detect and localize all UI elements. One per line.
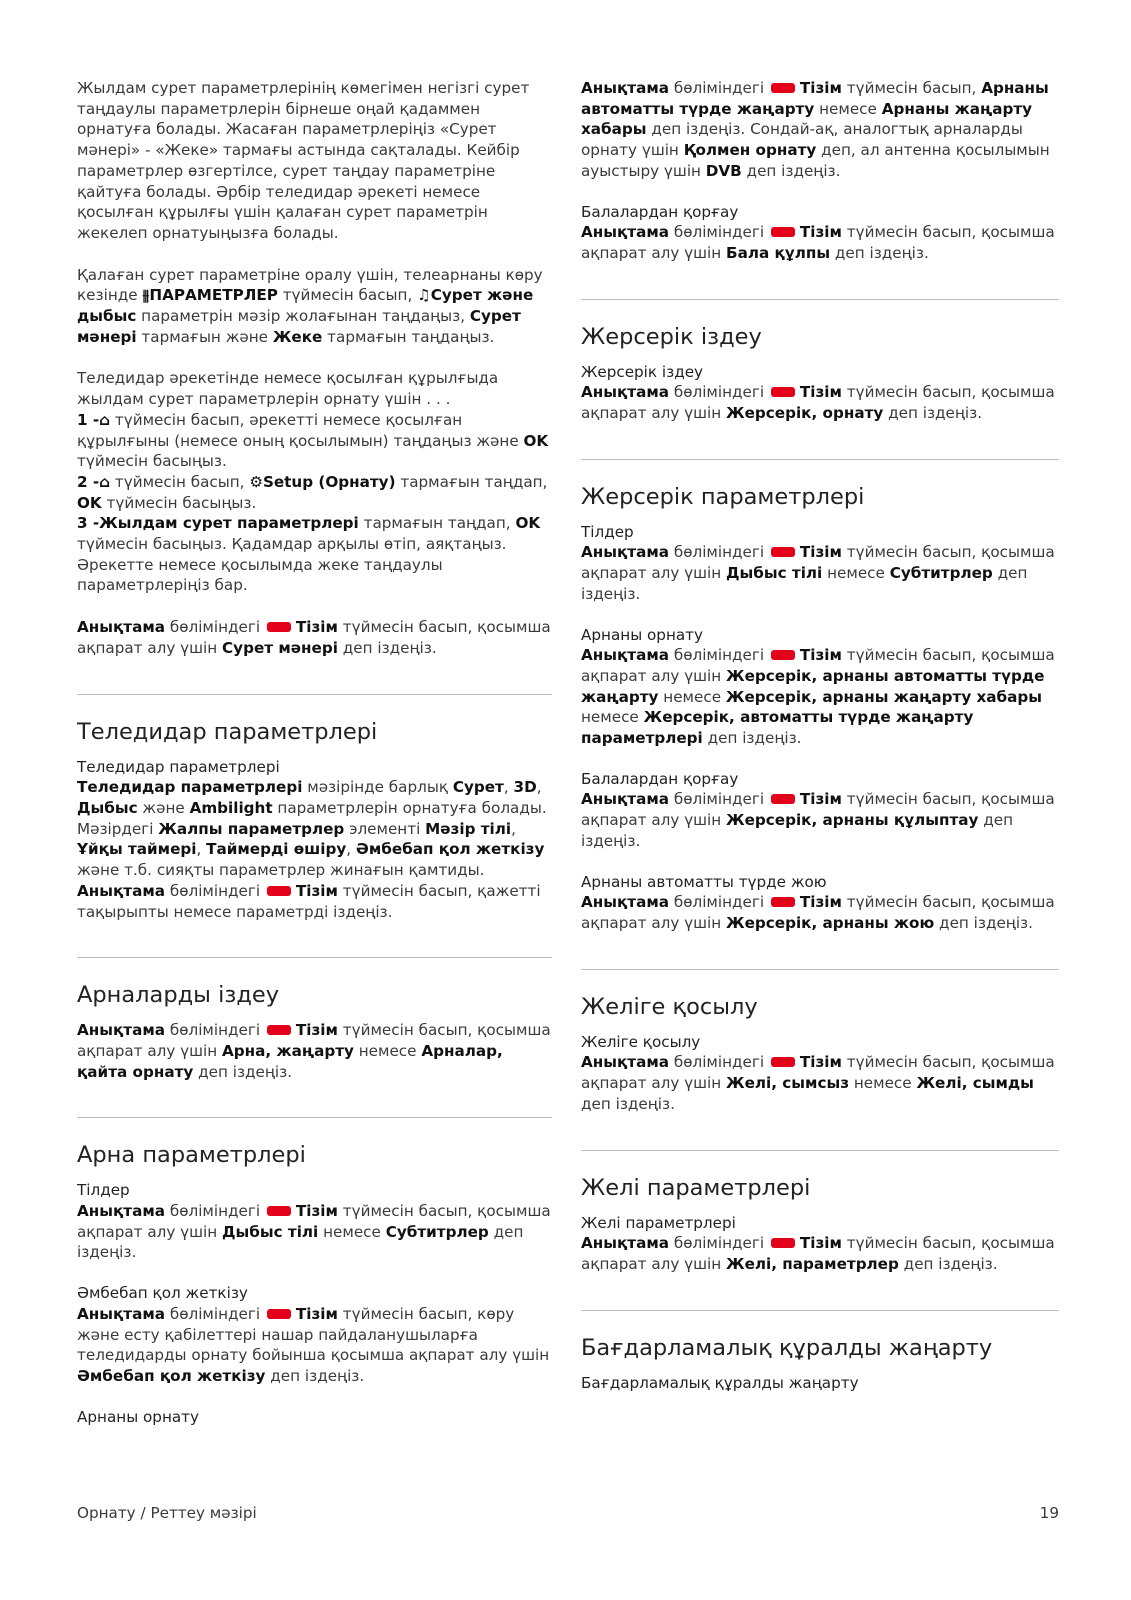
- text: түймесін басып, қосымша ақпарат алу үшін: [581, 893, 1055, 932]
- ok-label: OK: [523, 431, 549, 450]
- subheading: Балалардан қорғау: [581, 202, 739, 221]
- text: деп, ал антенна қосылымын ауыстыру үшін: [581, 141, 1050, 180]
- list-label: Тізім: [799, 1053, 842, 1072]
- subheading: Жерсерік іздеу: [581, 362, 704, 381]
- subheading: Желіге қосылу: [581, 1032, 701, 1051]
- text: ,: [346, 840, 356, 859]
- term: Сурет: [452, 778, 504, 797]
- text: параметрлерін орнатуға болады. Мәзірдегі: [77, 798, 547, 838]
- help-label: Анықтама: [581, 893, 670, 912]
- subheading: Балалардан қорғау: [581, 769, 739, 788]
- search-term: Жерсерік, автоматты түрде жаңарту параметрлері: [581, 708, 974, 748]
- list-label: Тізім: [295, 1202, 338, 1221]
- text: тармағын таңдаңыз.: [322, 327, 495, 346]
- text: түймесін басып, қосымша ақпарат алу үшін: [77, 1202, 551, 1241]
- red-button-icon: [771, 1057, 795, 1067]
- text: түймесін басып,: [110, 472, 250, 491]
- help-reference: [581, 222, 1059, 263]
- list-label: Тізім: [799, 646, 842, 665]
- text: немесе: [849, 1074, 917, 1093]
- help-label: Анықтама: [77, 1202, 166, 1221]
- text: ,: [511, 819, 516, 838]
- subheading: Теледидар параметрлері: [77, 757, 280, 776]
- text: деп іздеңіз.: [581, 1094, 675, 1113]
- help-label: Анықтама: [581, 790, 670, 809]
- search-term: Сурет мәнері: [222, 638, 338, 657]
- list-label: Тізім: [295, 618, 338, 637]
- text: деп іздеңіз.: [337, 638, 437, 657]
- text: түймесін басып, қосымша ақпарат алу үшін: [581, 223, 1055, 262]
- help-label: Анықтама: [77, 618, 166, 637]
- text: немесе: [658, 687, 726, 706]
- page-number: 19: [1039, 1504, 1059, 1522]
- text: тармағын және: [136, 327, 273, 346]
- text: түймесін басып,: [841, 79, 982, 97]
- text: деп іздеңіз.: [702, 729, 802, 748]
- section-heading-satellite-settings: Жерсерік параметрлері: [581, 483, 865, 510]
- subheading: Бағдарламалық құралды жаңарту: [581, 1373, 859, 1392]
- help-label: Анықтама: [581, 543, 670, 562]
- search-term: Арнаны жаңарту хабары: [581, 99, 1033, 139]
- text: түймесін басып, қосымша ақпарат алу үшін: [77, 618, 551, 657]
- text: деп іздеңіз.: [898, 1254, 998, 1273]
- text: түймесін басып, қосымша ақпарат алу үшін: [581, 790, 1055, 830]
- search-term: Субтитрлер: [385, 1222, 489, 1241]
- help-label: Анықтама: [581, 646, 670, 665]
- section-heading-tv-settings: Теледидар параметрлері: [77, 718, 378, 745]
- text: деп іздеңіз.: [193, 1062, 293, 1081]
- text: деп іздеңіз.: [581, 564, 1028, 603]
- text: ,: [536, 778, 542, 797]
- text: бөліміндегі: [165, 1021, 265, 1040]
- help-label: Анықтама: [581, 1053, 670, 1072]
- red-button-icon: [771, 897, 795, 907]
- text: және: [137, 798, 190, 817]
- help-reference: [581, 382, 1059, 423]
- text: түймесін басып, қажетті тақырыпты немесе параметрді іздеңіз.: [77, 881, 541, 921]
- subheading: Арнаны орнату: [581, 625, 704, 644]
- text: тармағын таңдап,: [358, 514, 516, 533]
- help-label: Анықтама: [77, 1021, 166, 1040]
- help-label: Анықтама: [581, 223, 670, 242]
- step-number: 1 -: [77, 410, 100, 429]
- text: элементі: [344, 819, 426, 838]
- text: бөліміндегі: [165, 1304, 265, 1323]
- term: Мәзір тілі: [425, 819, 512, 838]
- term: Таймерді өшіру: [206, 840, 347, 859]
- text: түймесін басыңыз.: [101, 493, 257, 512]
- text: ,: [196, 840, 207, 859]
- section-heading-satellite-search: Жерсерік іздеу: [581, 323, 762, 350]
- search-term: Жерсерік, арнаны жою: [726, 913, 935, 932]
- intro-paragraph: Жылдам сурет параметрлерінің көмегімен негізгі сурет таңдаулы параметрлерін бірнеше оңай қадаммен орнатуға болады. Жасаған параметрлеріңіз «Сурет мәнері» - «Жеке» тармағы астында сақталады. Кейбір параметрлер өзгертілсе, сурет таңдау параметріне қайтуға болады. Әрбір теледидар әрекеті немесе қосылған құрылғы үшін қалаған сурет параметрін жекелеп орнатуыңызға болады.: [77, 79, 530, 242]
- search-term: Арналар, қайта орнату: [77, 1041, 503, 1081]
- search-term: Қолмен орнату: [683, 141, 817, 160]
- step-number: 3 -: [77, 514, 100, 533]
- search-term: Желі, сымды: [916, 1074, 1034, 1093]
- ok-label: OK: [77, 493, 102, 512]
- text: түймесін басып, қосымша ақпарат алу үшін: [77, 1021, 551, 1060]
- help-reference: [581, 1052, 1059, 1114]
- intro-return-paragraph: [77, 265, 552, 348]
- search-term: DVB: [705, 161, 742, 180]
- text: бөліміндегі: [669, 543, 769, 562]
- help-reference: [581, 892, 1059, 933]
- red-button-icon: [771, 547, 795, 557]
- red-button-icon: [771, 1238, 795, 1248]
- search-term: Дыбыс тілі: [222, 1222, 319, 1241]
- text: түймесін басып, қосымша ақпарат алу үшін: [581, 383, 1055, 423]
- text: бөліміндегі: [669, 79, 769, 97]
- text: түймесін басыңыз.: [77, 452, 227, 471]
- text: деп іздеңіз. Сондай-ақ, аналогтық арналарды орнату үшін: [581, 120, 1023, 160]
- text: деп іздеңіз.: [883, 404, 983, 423]
- red-button-icon: [771, 650, 795, 660]
- footer-section-title: Орнату / Реттеу мәзірі: [77, 1504, 257, 1522]
- step-3: [77, 513, 552, 596]
- text: немесе: [822, 564, 890, 583]
- text: бөліміндегі: [669, 893, 769, 912]
- text: тармағын таңдап,: [395, 472, 548, 491]
- setup-label: Setup (Орнату): [262, 472, 396, 491]
- picture-style-label: Сурет мәнері: [77, 307, 521, 346]
- text: және т.б. сияқты параметрлер жинағын қамтиды.: [77, 861, 485, 880]
- home-icon: ⌂︎: [99, 410, 111, 429]
- help-label: Анықтама: [77, 1304, 166, 1323]
- text: түймесін басып, қосымша ақпарат алу үшін: [581, 1053, 1055, 1093]
- quick-picture-settings-label: Жылдам сурет параметрлері: [99, 514, 359, 533]
- text: бөліміндегі: [669, 646, 769, 665]
- red-button-icon: [771, 387, 795, 397]
- list-label: Тізім: [295, 1304, 338, 1323]
- term: Теледидар параметрлері: [77, 778, 303, 797]
- help-reference: [581, 78, 1059, 182]
- text: деп іздеңіз.: [265, 1366, 365, 1385]
- list-label: Тізім: [799, 790, 842, 809]
- list-label: Тізім: [799, 543, 842, 562]
- text: түймесін басып, көру және есту қабілеттері нашар пайдаланушыларға теледидарды орнату бойынша қосымша ақпарат алу үшін: [77, 1304, 550, 1365]
- term: Жалпы параметрлер: [158, 819, 345, 838]
- gear-icon: ⚙︎: [249, 472, 263, 491]
- red-button-icon: [267, 1309, 291, 1319]
- text: түймесін басып, қосымша ақпарат алу үшін: [581, 646, 1055, 685]
- term: Әмбебап қол жеткізу: [355, 840, 545, 859]
- search-term: Желі, параметрлер: [726, 1254, 899, 1273]
- text: бөліміндегі: [165, 881, 265, 900]
- subheading: Арнаны автоматты түрде жою: [581, 872, 827, 891]
- red-button-icon: [771, 227, 795, 237]
- left-column: [77, 78, 552, 1427]
- subheading: Арнаны орнату: [77, 1407, 200, 1426]
- options-icon: ⫵︎: [142, 286, 150, 305]
- text: түймесін басып, қосымша ақпарат алу үшін: [581, 543, 1055, 583]
- help-label: Анықтама: [581, 1234, 670, 1253]
- red-button-icon: [771, 794, 795, 804]
- picture-sound-label: Сурет және дыбыс: [77, 286, 534, 326]
- text: мәзірінде барлық: [302, 778, 453, 797]
- search-term: Жерсерік, орнату: [726, 404, 884, 423]
- home-icon: ⌂︎: [99, 472, 111, 491]
- ok-label: OK: [515, 514, 541, 533]
- text: түймесін басып,: [277, 286, 418, 305]
- text: бөліміндегі: [669, 1053, 769, 1072]
- search-term: Субтитрлер: [889, 564, 993, 583]
- text: бөліміндегі: [669, 1234, 769, 1253]
- text: түймесін басып, әрекетті немесе қосылған құрылғыны (немесе оның қосылымын) таңдаңыз және: [77, 410, 524, 450]
- text: түймесін басыңыз. Қадамдар арқылы өтіп, аяқтаңыз. Әрекетте немесе қосылымда жеке таңдаулы параметрлеріңіз бар.: [77, 535, 507, 595]
- help-reference: [581, 542, 1059, 604]
- subheading: Әмбебап қол жеткізу: [77, 1284, 248, 1303]
- term: 3D: [513, 778, 537, 797]
- tv-settings-paragraph: [77, 777, 552, 881]
- step-number: 2 -: [77, 472, 100, 491]
- help-reference: [77, 617, 552, 658]
- text: деп іздеңіз.: [830, 243, 929, 262]
- list-label: Тізім: [799, 1234, 842, 1253]
- search-term: Жерсерік, арнаны жаңарту хабары: [725, 687, 1043, 706]
- text: деп іздеңіз.: [934, 913, 1033, 932]
- right-column: [581, 78, 1059, 1393]
- text: немесе: [353, 1041, 422, 1060]
- step-2: [77, 472, 552, 513]
- search-term: Әмбебап қол жеткізу: [77, 1366, 266, 1385]
- text: бөліміндегі: [669, 383, 769, 402]
- help-label: Анықтама: [77, 881, 166, 900]
- text: немесе: [318, 1222, 386, 1241]
- list-label: Тізім: [799, 223, 842, 242]
- help-reference: [77, 881, 552, 922]
- text: деп іздеңіз.: [77, 1222, 524, 1262]
- text: деп іздеңіз.: [741, 161, 841, 180]
- search-term: Желі, сымсыз: [726, 1074, 850, 1093]
- list-label: Тізім: [295, 1021, 338, 1040]
- picture-sound-icon: ♫︎: [417, 286, 431, 305]
- help-label: Анықтама: [581, 79, 670, 97]
- text: Қалаған сурет параметріне оралу үшін, телеарнаны көру кезінде: [77, 265, 543, 305]
- red-button-icon: [267, 886, 291, 896]
- search-term: Арнаны автоматты түрде жаңарту: [581, 79, 1049, 118]
- red-button-icon: [267, 622, 291, 632]
- text: бөліміндегі: [669, 790, 769, 809]
- text: түймесін басып, қосымша ақпарат алу үшін: [581, 1234, 1055, 1273]
- term: Дыбыс: [77, 798, 138, 817]
- text: немесе: [814, 99, 882, 118]
- search-term: Арна, жаңарту: [222, 1041, 354, 1060]
- help-reference: [77, 1304, 552, 1387]
- help-reference: [581, 645, 1059, 749]
- text: деп іздеңіз.: [581, 811, 1014, 850]
- text: немесе: [581, 708, 644, 727]
- section-heading-channel-search: Арналарды іздеу: [77, 982, 280, 1009]
- text: бөліміндегі: [669, 223, 769, 242]
- term: Ұйқы таймері: [77, 840, 197, 859]
- search-term: Жерсерік, арнаны автоматты түрде жаңарту: [581, 666, 1045, 706]
- search-term: Жерсерік, арнаны құлыптау: [726, 811, 979, 830]
- section-heading-software-update: Бағдарламалық құралды жаңарту: [581, 1334, 993, 1361]
- personal-label: Жеке: [272, 327, 323, 346]
- subheading: Тілдер: [581, 522, 634, 541]
- list-label: Тізім: [799, 383, 842, 402]
- red-button-icon: [267, 1025, 291, 1035]
- help-reference: [581, 789, 1059, 851]
- help-reference: [77, 1020, 552, 1082]
- options-label: ПАРАМЕТРЛЕР: [149, 286, 278, 305]
- section-heading-network-connection: Желіге қосылу: [581, 993, 758, 1020]
- list-label: Тізім: [295, 881, 338, 900]
- steps-intro: Теледидар әрекетінде немесе қосылған құрылғыда жылдам сурет параметрлерін орнату үшін . . .: [77, 369, 499, 409]
- red-button-icon: [267, 1206, 291, 1216]
- help-reference: [77, 1201, 552, 1263]
- text: бөліміндегі: [165, 1202, 265, 1221]
- help-label: Анықтама: [581, 383, 670, 402]
- red-button-icon: [771, 83, 795, 93]
- list-label: Тізім: [799, 893, 842, 912]
- subheading: Желі параметрлері: [581, 1213, 736, 1232]
- section-heading-channel-settings: Арна параметрлері: [77, 1142, 306, 1169]
- text: бөліміндегі: [165, 618, 265, 637]
- text: ,: [503, 778, 514, 797]
- section-heading-network-settings: Желі параметрлері: [581, 1174, 811, 1201]
- help-reference: [581, 1233, 1059, 1274]
- term: Ambilight: [189, 798, 273, 817]
- search-term: Бала құлпы: [726, 243, 831, 262]
- text: параметрін мәзір жолағынан таңдаңыз,: [136, 307, 470, 326]
- search-term: Дыбыс тілі: [726, 564, 823, 583]
- subheading: Тілдер: [77, 1181, 130, 1200]
- step-1: [77, 410, 552, 472]
- list-label: Тізім: [799, 79, 842, 97]
